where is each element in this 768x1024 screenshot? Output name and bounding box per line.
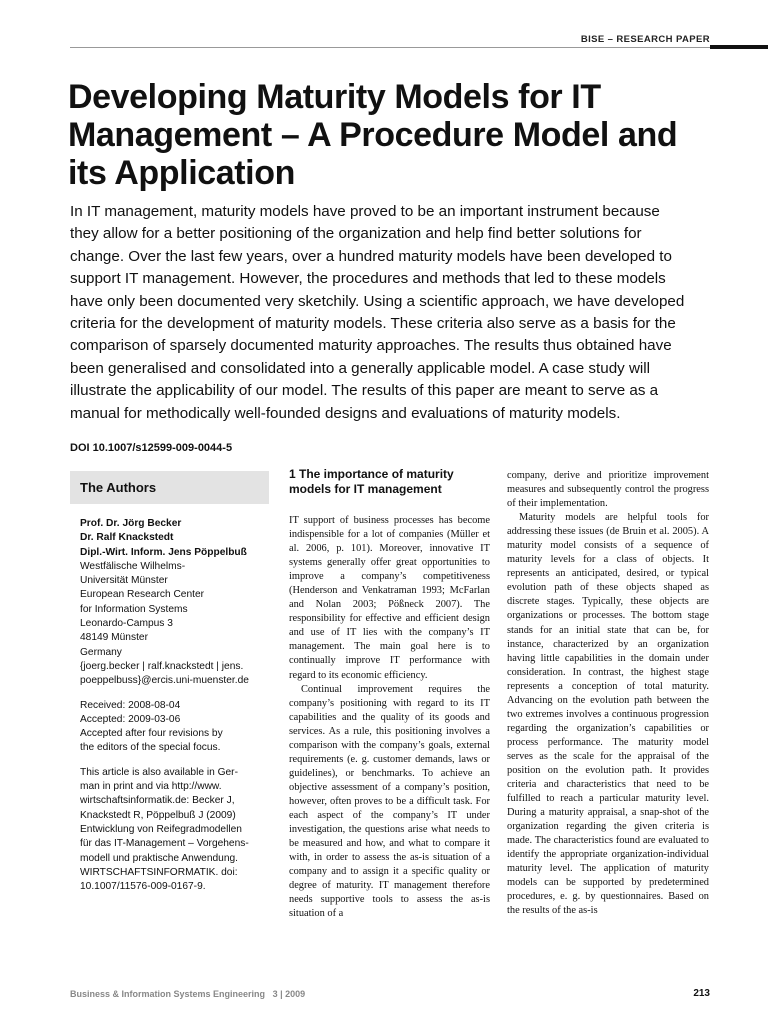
journal-name: Business & Information Systems Engineering (70, 989, 266, 999)
affiliation-line: European Research Center (80, 589, 205, 601)
accepted-date: Accepted: 2009-03-06 (80, 713, 181, 725)
availability-note: wirtschaftsinformatik.de: Becker J, (80, 795, 235, 807)
body-column-middle (289, 514, 490, 921)
availability-note: für das IT-Management – Vorgehens- (80, 838, 249, 850)
availability-note: man in print and via http://www. (80, 781, 222, 793)
article-title: Developing Maturity Models for IT Management – A Procedure Model and its Application (68, 78, 678, 192)
authors-box-title: The Authors (80, 480, 157, 495)
paragraph: Maturity models are helpful tools for addressing these issues (de Bruin et al. 2005). A maturity model consists of a sequence of maturity levels for a class of objects. It represents an anticipated, desired, or typical evolution path of these objects shaped as discrete stages. Typically, these objects are organizations or processes. The bottom stage stands for an initial state that can be, for instance, characterized by an organization having little capabilities in the domain under consideration. In contrast, the highest stage represents a conception of total maturity. Advancing on the evolution path between the two extremes involves a continuous progression regarding the organization’s capabilities or process performance. The maturity model serves as the scale for the appraisal of the position on the evolution path. It provides criteria and characteristics that need to be fulfilled to reach a particular maturity level. During a maturity appraisal, a snap-shot of the organization regarding the given criteria is made. The characteristics found are evaluated to identify the appropriate organization-individual maturity level. The application of maturity models can be supported by predetermined procedures, e. g. by questionnaires. Based on the results of the as-is (507, 512, 709, 917)
affiliation-line: 48149 Münster (80, 632, 148, 644)
availability-note: 10.1007/11576-009-0167-9. (80, 881, 206, 893)
header-rule-accent (710, 45, 768, 49)
affiliation-line: for Information Systems (80, 603, 188, 615)
availability-note: WIRTSCHAFTSINFORMATIK. doi: (80, 866, 238, 878)
email-line: poeppelbuss}@ercis.uni-muenster.de (80, 675, 249, 687)
page-number: 213 (693, 988, 710, 999)
section-label: BISE – RESEARCH PAPER (580, 34, 710, 45)
paragraph: Continual improvement requires the company’s positioning with regard to its IT capabilities and the quality of its goods and services. As a rule, this positioning involves a comparison with the company’s goals, external requirements (e. g. customer demands, laws or guidelines), or benchmarks. To achieve an objective assessment of a company’s position, however, often proves to be a difficult task. For each aspect of the company’s IT under investigation, the questions arise what needs to be measured and how, and what to compare it with, in order to assess the as-is situation of a company and to assign it a specific quality or degree of maturity. IT management therefore needs supportive tools to assess the as-is situation of a (289, 683, 490, 920)
authors-info (80, 517, 270, 894)
doi: DOI 10.1007/s12599-009-0044-5 (70, 442, 233, 454)
affiliation-line: Germany (80, 646, 122, 658)
affiliation-line: Universität Münster (80, 575, 168, 587)
section-heading: 1 The importance of maturity models for IT management (289, 467, 454, 496)
issue-number: 3 | 2009 (272, 989, 306, 999)
footer-journal (70, 989, 305, 999)
abstract: In IT management, maturity models have proved to be an important instrument because they allow for a better positioning of the organization and help find better solutions for change. Over the last few years, over a hundred maturity models have been developed to support IT management. However, the procedures and methods that led to these models have only been documented very sketchily. Using a scientific approach, we have developed criteria for the development of maturity models. These criteria also serve as a basis for the comparison of sparsely documented maturity approaches. The results thus obtained have been generalised and consolidated into a generally applicable model. A case study will illustrate the applicability of our model. The results of this paper are meant to serve as a manual for methodically well-founded designs and evaluations of maturity models. (70, 203, 685, 422)
author-name: Dr. Ralf Knackstedt (80, 532, 174, 544)
received-date: Received: 2008-08-04 (80, 699, 181, 711)
paragraph: company, derive and prioritize improvement measures and subsequently control the progress of their implementation. (507, 470, 709, 510)
author-name: Dipl.-Wirt. Inform. Jens Pöppelbuß (80, 546, 247, 558)
revision-note: the editors of the special focus. (80, 742, 221, 754)
email-line: {joerg.becker | ralf.knackstedt | jens. (80, 660, 244, 672)
paragraph: IT support of business processes has become indispensible for a lot of companies (Müller et al. 2006, p. 101). Moreover, innovative IT systems generally offer great opportunities to improve a company’s competitiveness (Henderson and Venkatraman 1993; McFarlan and Nolan 2003; Pößneck 2007). The responsibility for effective and efficient design and use of IT lies with the company’s IT management. The main goal here is to continually improve IT performance with regard to its economic efficiency. (289, 515, 490, 681)
authors-box (70, 471, 269, 504)
revision-note: Accepted after four revisions by (80, 728, 223, 740)
author-name: Prof. Dr. Jörg Becker (80, 518, 182, 529)
affiliation-line: Westfälische Wilhelms- (80, 560, 186, 572)
header-rule (70, 47, 710, 48)
body-column-right (507, 469, 709, 919)
availability-note: This article is also available in Ger- (80, 766, 238, 778)
availability-note: Entwicklung von Reifegradmodellen (80, 823, 242, 835)
availability-note: modell und praktische Anwendung. (80, 852, 239, 864)
affiliation-line: Leonardo-Campus 3 (80, 618, 173, 630)
availability-note: Knackstedt R, Pöppelbuß J (2009) (80, 809, 236, 821)
